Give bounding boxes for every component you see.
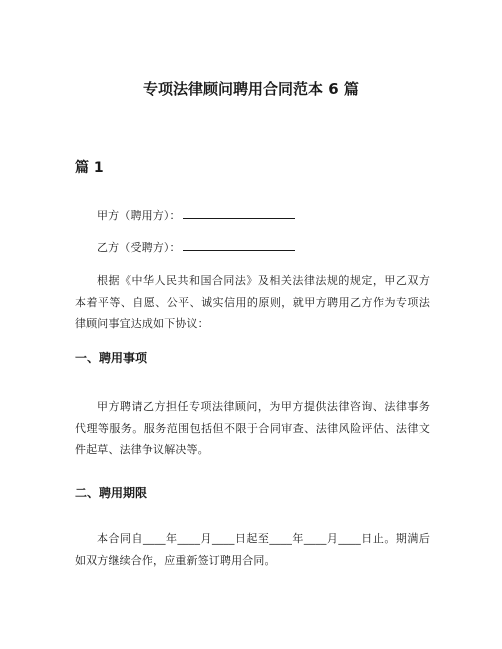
- section-body-engagement: 甲方聘请乙方担任专项法律顾问，为甲方提供法律咨询、法律事务代理等服务。服务范围包括但不限于合同审查、法律风险评估、法律文件起草、法律争议解决等。: [75, 400, 430, 456]
- party-b-label: 乙方（受聘方）：: [97, 241, 181, 254]
- party-b-line: [75, 237, 430, 259]
- party-a-line: [75, 205, 430, 227]
- intro-paragraph: 根据《中华人民共和国合同法》及相关法律法规的规定，甲乙双方本着平等、自愿、公平、诚实信用的原则，就甲方聘用乙方作为专项法律顾问事宜达成如下协议：: [75, 274, 430, 330]
- document-title: 专项法律顾问聘用合同范本 6 篇: [143, 80, 359, 98]
- section-heading-engagement: 一、聘用事项: [75, 351, 148, 365]
- party-b-blank: [183, 239, 295, 251]
- party-a-blank: [183, 207, 295, 219]
- section-body-term: 本合同自____年____月____日起至____年____月____日止。期满后如双方继续合作，应重新签订聘用合同。: [75, 532, 430, 567]
- part-heading: 篇 1: [75, 160, 104, 176]
- section-heading-term: 二、聘用期限: [75, 486, 148, 500]
- party-a-label: 甲方（聘用方）：: [97, 209, 181, 222]
